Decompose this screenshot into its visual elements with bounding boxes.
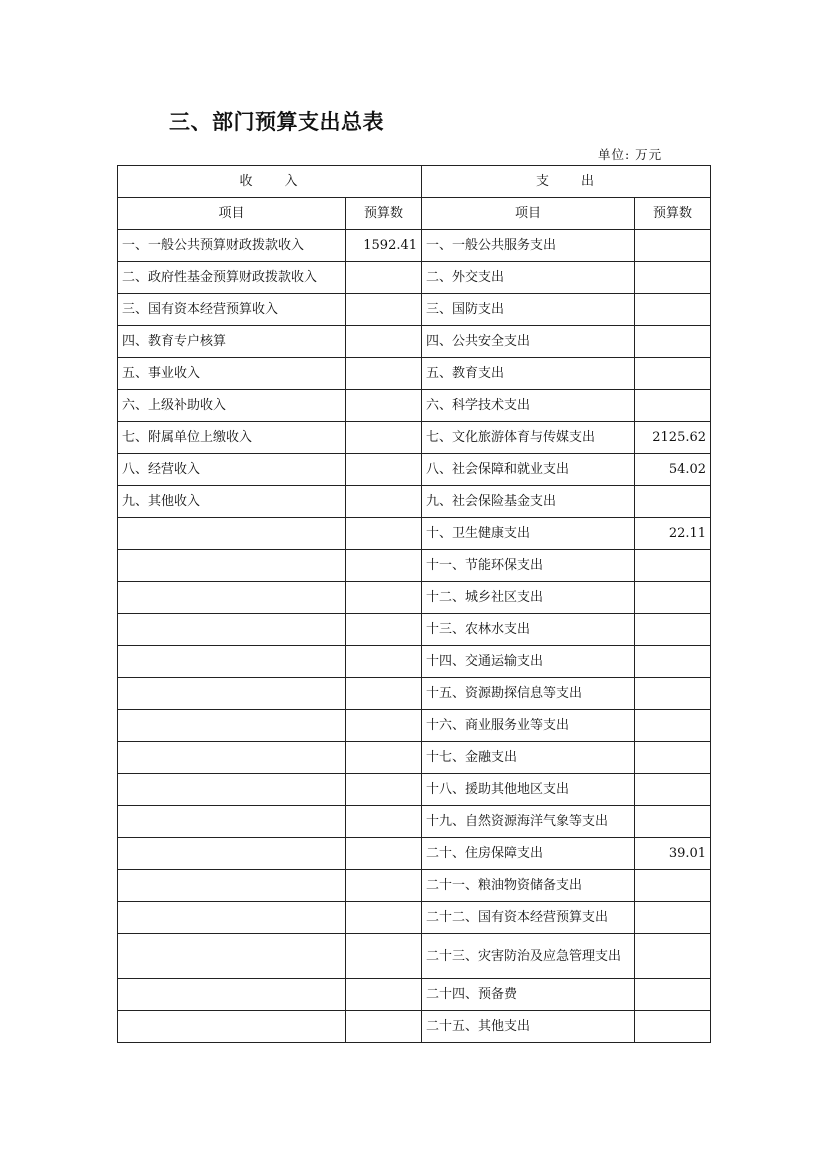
table-row	[118, 838, 711, 870]
income-value-cell	[346, 358, 422, 390]
income-value-cell	[346, 390, 422, 422]
income-item-cell	[118, 806, 346, 838]
expense-value-cell	[635, 1011, 711, 1043]
income-item-cell	[118, 710, 346, 742]
income-item-cell: 三、国有资本经营预算收入	[118, 294, 346, 326]
income-value-cell	[346, 422, 422, 454]
income-value-cell	[346, 486, 422, 518]
income-value-cell	[346, 294, 422, 326]
income-item-cell	[118, 774, 346, 806]
expense-value-cell	[635, 262, 711, 294]
income-item-cell: 一、一般公共预算财政拨款收入	[118, 230, 346, 262]
table-row	[118, 806, 711, 838]
income-value-cell	[346, 1011, 422, 1043]
expense-value-cell	[635, 870, 711, 902]
unit-label: 单位: 万元	[598, 147, 663, 162]
income-value-cell	[346, 870, 422, 902]
income-item-cell	[118, 934, 346, 979]
income-value-cell	[346, 326, 422, 358]
expense-item-cell: 十八、援助其他地区支出	[422, 774, 635, 806]
table-row	[118, 486, 711, 518]
income-item-header: 项目	[118, 198, 346, 230]
expense-item-cell: 十七、金融支出	[422, 742, 635, 774]
table-row	[118, 390, 711, 422]
table-row	[118, 902, 711, 934]
income-value-cell	[346, 806, 422, 838]
expense-item-cell: 二十二、国有资本经营预算支出	[422, 902, 635, 934]
income-item-cell	[118, 678, 346, 710]
expense-item-cell: 二十、住房保障支出	[422, 838, 635, 870]
income-value-cell	[346, 550, 422, 582]
income-item-cell: 七、附属单位上缴收入	[118, 422, 346, 454]
income-item-cell	[118, 870, 346, 902]
income-budget-header: 预算数	[346, 198, 422, 230]
income-value-cell	[346, 710, 422, 742]
table-row	[118, 550, 711, 582]
expense-item-cell: 十二、城乡社区支出	[422, 582, 635, 614]
income-item-cell: 二、政府性基金预算财政拨款收入	[118, 262, 346, 294]
expense-value-cell	[635, 678, 711, 710]
expense-value-cell: 22.11	[635, 518, 711, 550]
expense-item-cell: 八、社会保障和就业支出	[422, 454, 635, 486]
table-row	[118, 454, 711, 486]
expense-item-header: 项目	[422, 198, 635, 230]
income-item-cell	[118, 979, 346, 1011]
expense-section-header: 支 出	[422, 166, 711, 198]
income-value-cell	[346, 774, 422, 806]
table-row	[118, 358, 711, 390]
expense-item-cell: 十、卫生健康支出	[422, 518, 635, 550]
income-item-cell: 五、事业收入	[118, 358, 346, 390]
expense-item-cell: 十一、节能环保支出	[422, 550, 635, 582]
expense-item-cell: 二十四、预备费	[422, 979, 635, 1011]
table-row	[118, 774, 711, 806]
expense-item-cell: 十四、交通运输支出	[422, 646, 635, 678]
expense-item-cell: 十五、资源勘探信息等支出	[422, 678, 635, 710]
expense-item-cell: 三、国防支出	[422, 294, 635, 326]
table-row	[118, 614, 711, 646]
income-item-cell	[118, 742, 346, 774]
expense-value-cell	[635, 230, 711, 262]
income-value-cell	[346, 646, 422, 678]
income-item-cell: 六、上级补助收入	[118, 390, 346, 422]
table-row	[118, 934, 711, 979]
income-section-header: 收 入	[118, 166, 422, 198]
expense-value-cell	[635, 902, 711, 934]
table-row	[118, 230, 711, 262]
income-item-cell	[118, 646, 346, 678]
table-row	[118, 870, 711, 902]
table-row	[118, 742, 711, 774]
expense-value-cell: 2125.62	[635, 422, 711, 454]
expense-item-cell: 十九、自然资源海洋气象等支出	[422, 806, 635, 838]
expense-value-cell	[635, 934, 711, 979]
budget-table	[117, 165, 711, 1043]
income-item-cell: 四、教育专户核算	[118, 326, 346, 358]
expense-value-cell: 54.02	[635, 454, 711, 486]
expense-item-cell: 五、教育支出	[422, 358, 635, 390]
expense-item-cell: 二十三、灾害防治及应急管理支出	[422, 934, 635, 979]
table-row	[118, 582, 711, 614]
expense-item-cell: 二十一、粮油物资储备支出	[422, 870, 635, 902]
income-item-cell	[118, 518, 346, 550]
expense-value-cell	[635, 486, 711, 518]
table-row	[118, 678, 711, 710]
expense-value-cell	[635, 979, 711, 1011]
income-item-cell	[118, 1011, 346, 1043]
income-value-cell	[346, 518, 422, 550]
expense-value-cell	[635, 646, 711, 678]
table-row	[118, 262, 711, 294]
income-item-cell	[118, 550, 346, 582]
table-row	[118, 646, 711, 678]
income-value-cell	[346, 678, 422, 710]
expense-item-cell: 九、社会保险基金支出	[422, 486, 635, 518]
income-value-cell	[346, 979, 422, 1011]
income-value-cell	[346, 614, 422, 646]
income-value-cell	[346, 902, 422, 934]
budget-table-body	[118, 166, 711, 1043]
expense-item-cell: 一、一般公共服务支出	[422, 230, 635, 262]
income-item-cell	[118, 838, 346, 870]
income-item-cell: 八、经营收入	[118, 454, 346, 486]
income-item-cell	[118, 614, 346, 646]
header-row-columns	[118, 198, 711, 230]
income-item-cell	[118, 582, 346, 614]
expense-value-cell	[635, 294, 711, 326]
expense-value-cell	[635, 774, 711, 806]
table-row	[118, 294, 711, 326]
income-value-cell	[346, 262, 422, 294]
income-value-cell	[346, 454, 422, 486]
income-item-cell	[118, 902, 346, 934]
page-title: 三、部门预算支出总表	[169, 110, 384, 134]
expense-value-cell	[635, 806, 711, 838]
table-row	[118, 710, 711, 742]
table-row	[118, 326, 711, 358]
table-row	[118, 422, 711, 454]
expense-value-cell	[635, 742, 711, 774]
income-value-cell	[346, 934, 422, 979]
expense-item-cell: 十三、农林水支出	[422, 614, 635, 646]
income-value-cell	[346, 742, 422, 774]
expense-value-cell	[635, 358, 711, 390]
income-value-cell	[346, 838, 422, 870]
expense-value-cell	[635, 614, 711, 646]
expense-item-cell: 六、科学技术支出	[422, 390, 635, 422]
expense-item-cell: 十六、商业服务业等支出	[422, 710, 635, 742]
expense-budget-header: 预算数	[635, 198, 711, 230]
income-value-cell: 1592.41	[346, 230, 422, 262]
expense-value-cell: 39.01	[635, 838, 711, 870]
expense-value-cell	[635, 390, 711, 422]
expense-item-cell: 二十五、其他支出	[422, 1011, 635, 1043]
table-row	[118, 1011, 711, 1043]
table-row	[118, 979, 711, 1011]
expense-value-cell	[635, 710, 711, 742]
expense-item-cell: 七、文化旅游体育与传媒支出	[422, 422, 635, 454]
header-row-sections	[118, 166, 711, 198]
income-value-cell	[346, 582, 422, 614]
expense-item-cell: 四、公共安全支出	[422, 326, 635, 358]
income-item-cell: 九、其他收入	[118, 486, 346, 518]
table-row	[118, 518, 711, 550]
expense-value-cell	[635, 582, 711, 614]
expense-item-cell: 二、外交支出	[422, 262, 635, 294]
expense-value-cell	[635, 326, 711, 358]
expense-value-cell	[635, 550, 711, 582]
